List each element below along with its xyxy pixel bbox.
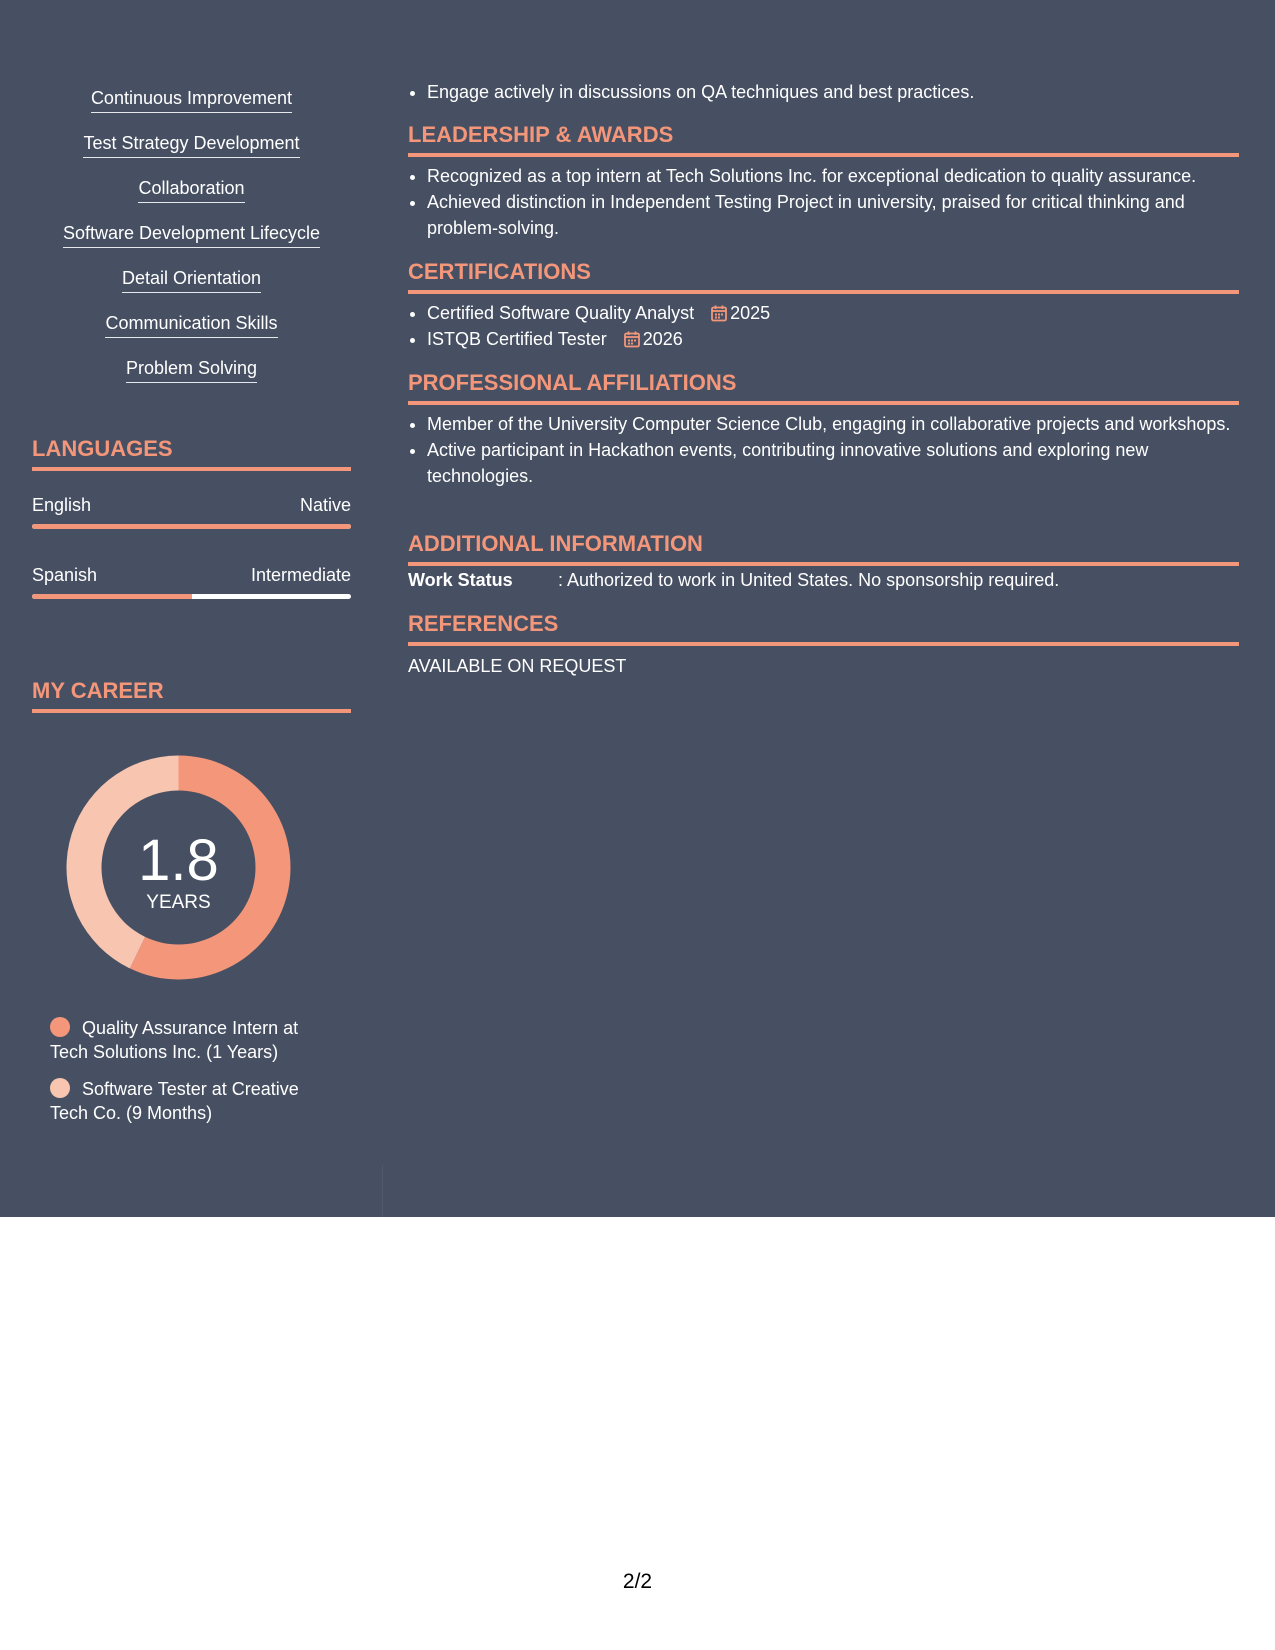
- certifications-heading: CERTIFICATIONS: [408, 259, 1239, 294]
- calendar-icon: [711, 305, 727, 322]
- list-item: • Achieved distinction in Independent Testing Project in university, praised for critical thinking and problem-solving.: [427, 189, 1239, 241]
- legend-dot: [50, 1017, 70, 1037]
- certification-year: 2026: [642, 329, 683, 349]
- career-legend-item: [50, 1077, 340, 1125]
- legend-dot: [50, 1078, 70, 1098]
- career-legend: [50, 1016, 340, 1138]
- skill-item: [32, 176, 351, 221]
- certification-item: [427, 300, 1239, 326]
- skill-item: [32, 86, 351, 131]
- work-status-label: Work Status: [408, 570, 513, 590]
- skill-item: [32, 131, 351, 176]
- career-role-label: Quality Assurance Intern at Tech Solutions Inc. (1 Years): [50, 1018, 299, 1062]
- affiliations-heading: PROFESSIONAL AFFILIATIONS: [408, 370, 1239, 405]
- career-total-value: 1.8: [138, 828, 219, 893]
- skill-label: Test Strategy Development: [83, 131, 299, 158]
- career-total-unit: YEARS: [146, 892, 211, 913]
- list-item: • Active participant in Hackathon events, contributing innovative solutions and exploring new technologies.: [427, 437, 1239, 489]
- work-status-row: [408, 570, 1239, 591]
- language-proficiency-fill: [32, 594, 192, 599]
- calendar-icon: [624, 331, 640, 348]
- skill-item: [32, 221, 351, 266]
- career-heading: MY CAREER: [32, 678, 351, 713]
- references-text: AVAILABLE ON REQUEST: [408, 656, 627, 676]
- language-name: Spanish: [32, 565, 98, 585]
- certification-name: ISTQB Certified Tester: [427, 329, 607, 349]
- leadership-heading: LEADERSHIP & AWARDS: [408, 122, 1239, 157]
- skill-label: Communication Skills: [105, 311, 277, 338]
- certification-item: [427, 326, 1239, 352]
- references-heading: REFERENCES: [408, 611, 1239, 646]
- skill-label: Continuous Improvement: [91, 86, 292, 113]
- page-number: 2/2: [622, 1570, 653, 1593]
- language-proficiency-bar: [32, 594, 351, 599]
- languages-heading: LANGUAGES: [32, 436, 351, 471]
- skill-item: [32, 266, 351, 311]
- language-row-spanish: [32, 563, 351, 587]
- additional-info-heading: ADDITIONAL INFORMATION: [408, 531, 1239, 566]
- certification-name: Certified Software Quality Analyst: [427, 303, 695, 323]
- affiliations-list: [408, 411, 1239, 489]
- language-name: English: [32, 495, 92, 515]
- list-item: • Member of the University Computer Science Club, engaging in collaborative projects and workshops.: [427, 411, 1239, 437]
- list-item: • Recognized as a top intern at Tech Solutions Inc. for exceptional dedication to quality assurance.: [427, 163, 1239, 189]
- language-row-english: [32, 493, 351, 517]
- certifications-list: [408, 300, 1239, 352]
- language-proficiency-bar: [32, 524, 351, 529]
- career-legend-item: [50, 1016, 340, 1064]
- column-divider: [382, 1165, 383, 1217]
- skill-item: [32, 311, 351, 356]
- career-role-label: Software Tester at Creative Tech Co. (9 Months): [50, 1079, 299, 1123]
- skill-label: Collaboration: [138, 176, 244, 203]
- language-level: Native: [299, 495, 351, 515]
- language-level: Intermediate: [250, 565, 351, 585]
- work-status-value: : Authorized to work in United States. No sponsorship required.: [558, 570, 1060, 590]
- intro-bullets: [408, 79, 1239, 105]
- skill-label: Detail Orientation: [122, 266, 261, 293]
- language-proficiency-fill: [32, 524, 351, 529]
- leadership-list: [408, 163, 1239, 241]
- skill-label: Problem Solving: [126, 356, 257, 383]
- certification-year: 2025: [730, 303, 771, 323]
- skills-list: [32, 86, 351, 401]
- career-donut-chart: [66, 755, 291, 980]
- list-item: • Engage actively in discussions on QA techniques and best practices.: [427, 79, 1239, 105]
- skill-label: Software Development Lifecycle: [63, 221, 320, 248]
- skill-item: [32, 356, 351, 401]
